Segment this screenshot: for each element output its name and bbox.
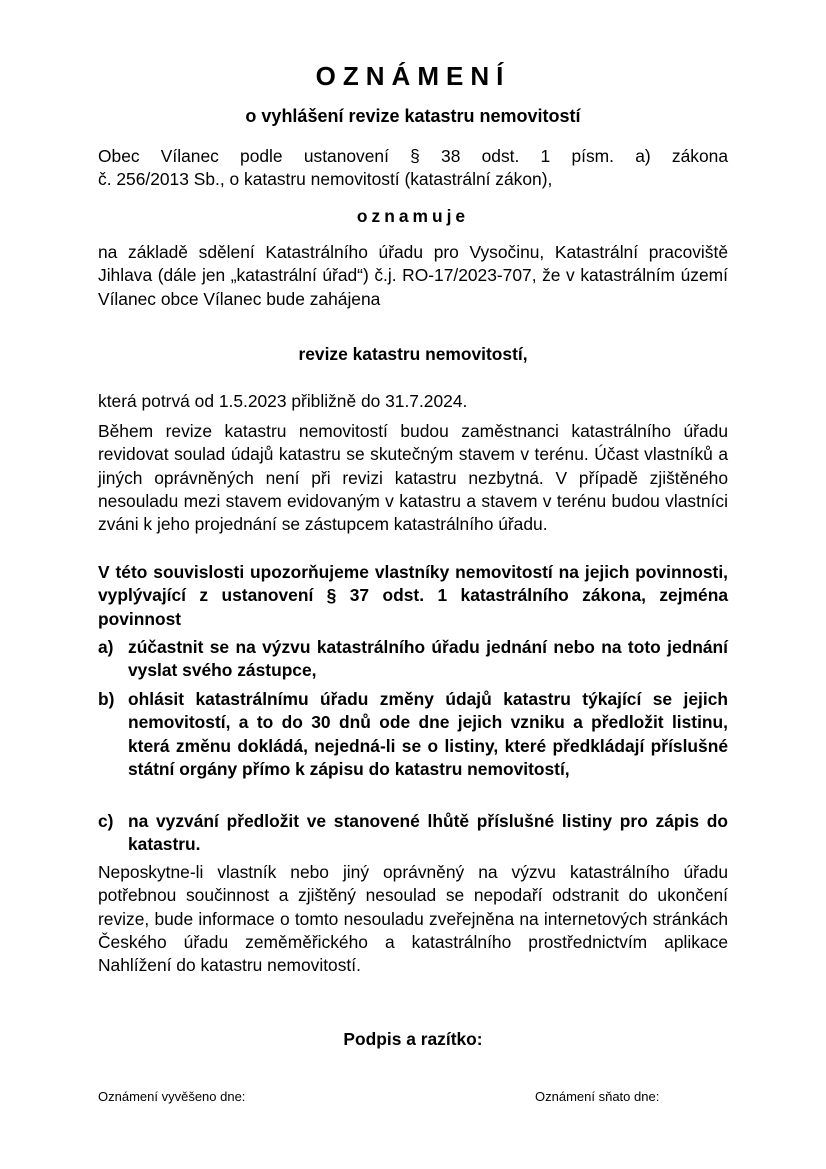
obligation-text: na vyzvání předložit ve stanovené lhůtě příslušné listiny pro zápis do katastru.	[128, 811, 728, 855]
list-marker: a)	[98, 637, 114, 657]
removed-date-label: Oznámení sňato dne:	[535, 1089, 660, 1104]
obligation-text: ohlásit katastrálnímu úřadu změny údajů katastru týkající se jejich nemovitostí, a to do 30 dnů ode dne jejich vzniku a předložit listinu, která změnu dokládá, nejedná-li se o listiny, které předkládají příslušné státní orgány přímo k zápisu do katastru nemovitostí,	[128, 689, 728, 779]
basis-paragraph: na základě sdělení Katastrálního úřadu pro Vysočinu, Katastrální pracoviště Jihlava (dále jen „katastrální úřad“) č.j. RO-17/2023-707, že v katastrálním území Vílanec obce Vílanec bude zahájena	[98, 242, 728, 309]
obligations-intro: V této souvislosti upozorňujeme vlastníky nemovitostí na jejich povinnosti, vyplývající z ustanovení § 37 odst. 1 katastrálního zákona, zejména povinnost	[98, 562, 728, 629]
document-subtitle: o vyhlášení revize katastru nemovitostí	[245, 106, 581, 126]
list-marker: c)	[98, 811, 114, 831]
signature-label: Podpis a razítko:	[343, 1029, 483, 1049]
list-marker: b)	[98, 689, 115, 709]
document-title: OZNÁMENÍ	[315, 61, 511, 91]
obligation-item-c	[98, 810, 728, 857]
revision-heading: revize katastru nemovitostí,	[298, 344, 528, 364]
consequence-paragraph: Neposkytne-li vlastník nebo jiný oprávněný na výzvu katastrálního úřadu potřebnou součinnost a zjištěný nesoulad se nepodaří odstranit do ukončení revize, bude informace o tomto nesouladu zveřejněna na internetových stránkách Českého úřadu zeměměřického a katastrálního prostřednictvím aplikace Nahlížení do katastru nemovitostí.	[98, 862, 728, 976]
duration-paragraph: která potrvá od 1.5.2023 přibližně do 31.7.2024.	[98, 391, 468, 411]
intro-line-1: Obec Vílanec podle ustanovení § 38 odst. 1 písm. a) zákona	[98, 146, 728, 166]
obligation-item-a	[98, 636, 728, 683]
intro-line-2: č. 256/2013 Sb., o katastru nemovitostí (katastrální zákon),	[98, 169, 553, 189]
posted-date-label: Oznámení vyvěšeno dne:	[98, 1089, 246, 1104]
obligation-text: zúčastnit se na výzvu katastrálního úřadu jednání nebo na toto jednání vyslat svého zástupce,	[128, 637, 728, 681]
obligation-item-b	[98, 688, 728, 781]
during-revision-paragraph: Během revize katastru nemovitostí budou zaměstnanci katastrálního úřadu revidovat soulad údajů katastru se skutečným stavem v terénu. Účast vlastníků a jiných oprávněných není při revizi katastru nezbytná. V případě zjištěného nesouladu mezi stavem evidovaným v katastru a stavem v terénu budou vlastníci zváni k jeho projednání se zástupcem katastrálního úřadu.	[98, 421, 728, 535]
announces-heading: oznamuje	[356, 206, 470, 226]
